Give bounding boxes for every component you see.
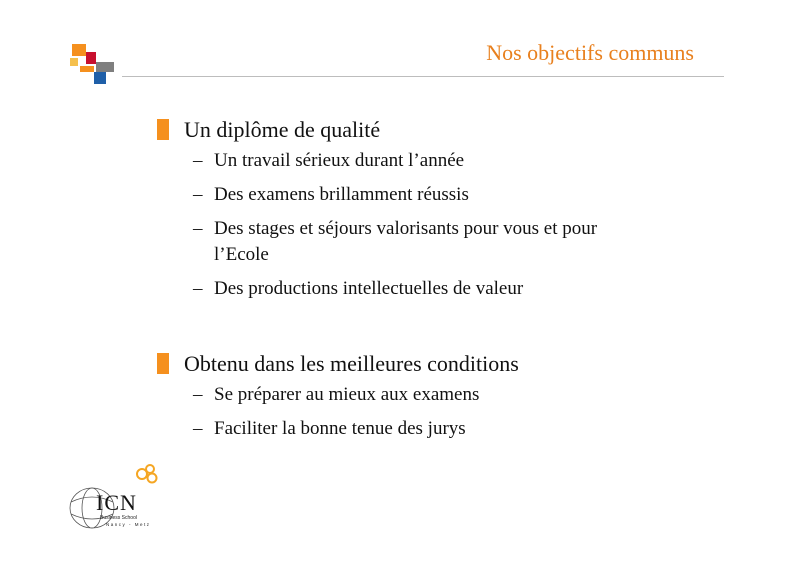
list-item-text: Des examens brillamment réussis <box>214 184 469 205</box>
corner-squares-logo <box>70 44 120 88</box>
list-item <box>156 416 716 442</box>
icn-logo-subline: Nancy - Metz <box>106 522 151 527</box>
list-item <box>156 182 716 208</box>
sub-list <box>156 382 716 442</box>
title-divider <box>122 76 724 77</box>
list-item <box>156 276 716 302</box>
slide-title: Nos objectifs communs <box>486 40 694 65</box>
icn-logo-name: ICN <box>96 490 137 515</box>
list-item <box>156 382 716 408</box>
list-item-text: Des productions intellectuelles de valeur <box>214 278 524 299</box>
sub-list <box>156 148 716 302</box>
section-heading <box>156 350 716 378</box>
dash-bullet-icon: – <box>193 150 203 171</box>
dash-bullet-icon: – <box>193 218 203 239</box>
orange-bullet-icon <box>157 353 169 374</box>
dash-bullet-icon: – <box>193 418 203 439</box>
section-heading-text: Un diplôme de qualité <box>184 117 381 142</box>
dash-bullet-icon: – <box>193 184 203 205</box>
section-conditions <box>156 350 716 450</box>
orange-bullet-icon <box>157 119 169 140</box>
icn-logo <box>66 462 176 532</box>
list-item-text: Se préparer au mieux aux examens <box>214 384 480 405</box>
list-item <box>156 216 716 268</box>
section-heading <box>156 116 716 144</box>
dash-bullet-icon: – <box>193 384 203 405</box>
list-item-text: Des stages et séjours valorisants pour vous et pour l’Ecole <box>214 218 598 265</box>
list-item-text: Faciliter la bonne tenue des jurys <box>214 418 466 439</box>
list-item-text: Un travail sérieux durant l’année <box>214 150 465 171</box>
section-diplome <box>156 116 716 310</box>
section-heading-text: Obtenu dans les meilleures conditions <box>184 351 519 376</box>
list-item <box>156 148 716 174</box>
dash-bullet-icon: – <box>193 278 203 299</box>
icn-logo-tagline: Business School <box>100 515 137 521</box>
